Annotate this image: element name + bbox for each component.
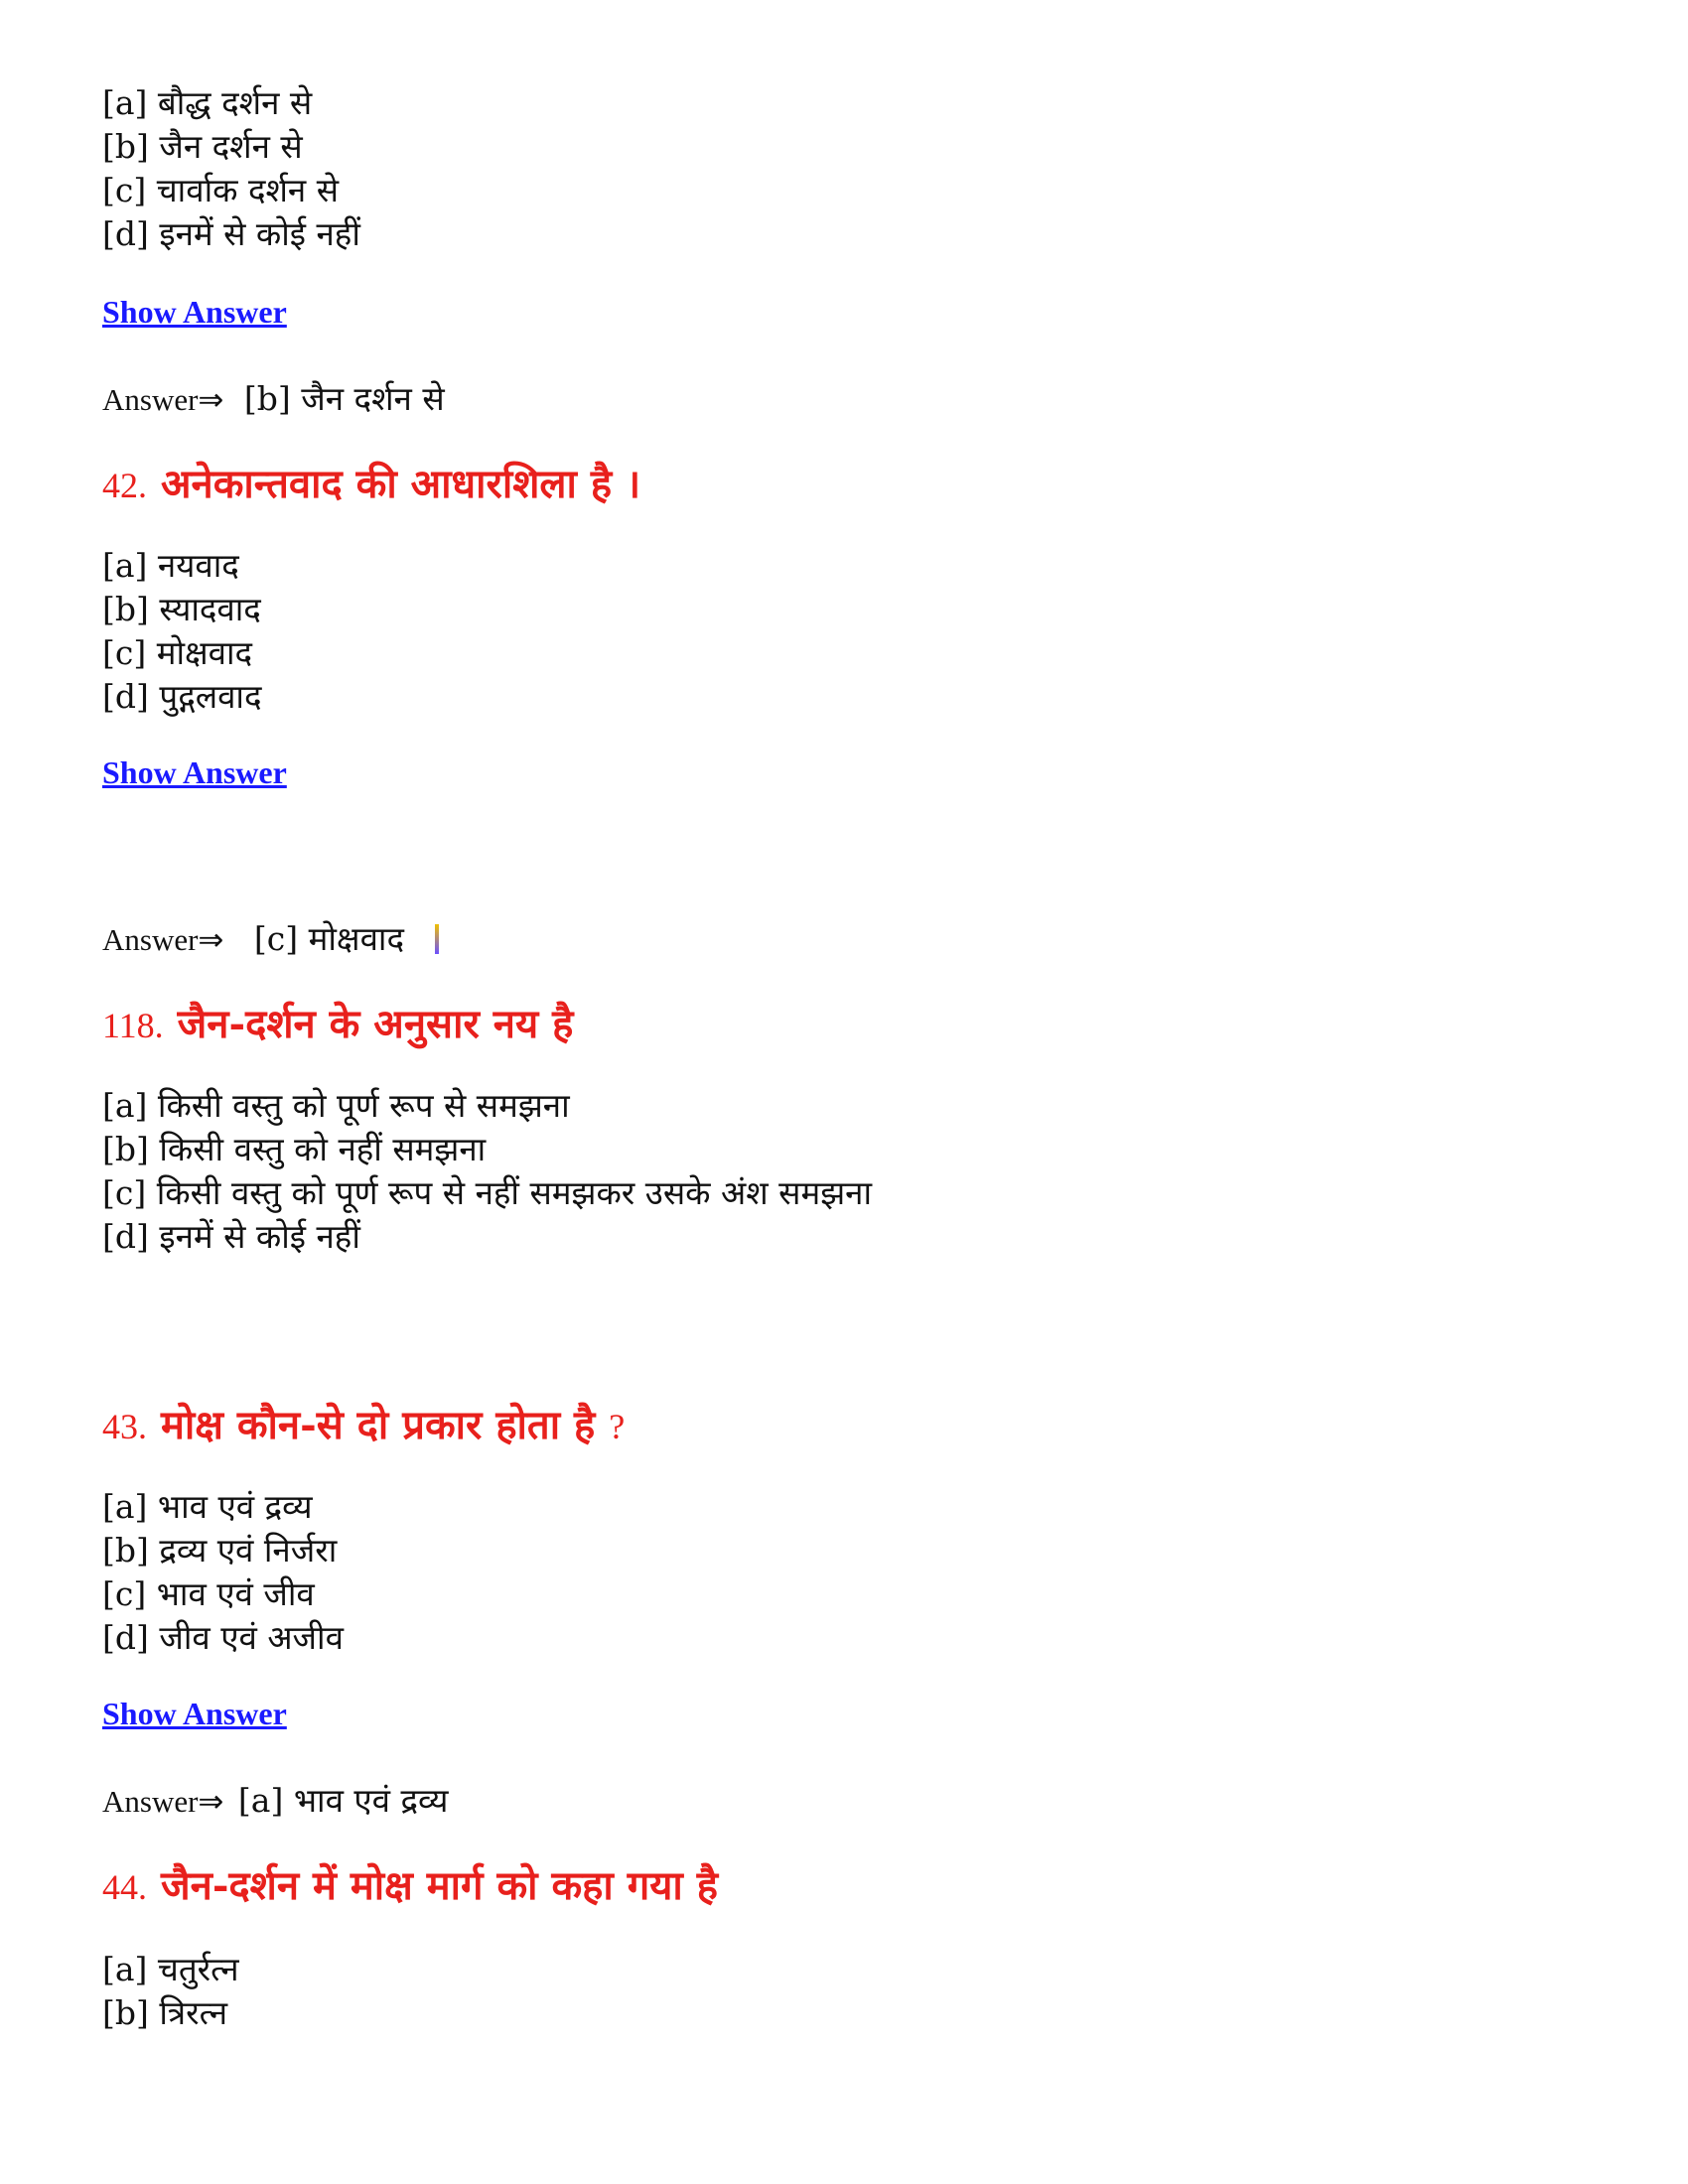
options-list [102, 1485, 1592, 1660]
answer-label: Answer⇒ [102, 922, 224, 957]
option-a: [a] भाव एवं द्रव्य [102, 1487, 313, 1526]
answer-label: Answer⇒ [102, 382, 224, 417]
question-number: 43. [102, 1407, 147, 1446]
option-c: [c] चार्वाक दर्शन से [102, 171, 340, 209]
option-a: [a] चतुर्रत्न [102, 1950, 239, 1988]
option-b: [b] स्यादवाद [102, 590, 261, 628]
option-c: [c] किसी वस्तु को पूर्ण रूप से नहीं समझकर उसके अंश समझना [102, 1173, 873, 1212]
option-d: [d] इनमें से कोई नहीं [102, 1217, 360, 1256]
option-d: [d] इनमें से कोई नहीं [102, 214, 360, 253]
question-number: 118. [102, 1006, 164, 1045]
option-b: [b] जैन दर्शन से [102, 127, 303, 166]
option-a: [a] बौद्ध दर्शन से [102, 83, 313, 122]
question-heading [102, 999, 1592, 1051]
answer-line [102, 377, 1592, 422]
option-a: [a] किसी वस्तु को पूर्ण रूप से समझना [102, 1086, 570, 1125]
question-mark: ? [609, 1407, 626, 1446]
option-c: [c] मोक्षवाद [102, 633, 253, 672]
question-text: जैन-दर्शन में मोक्ष मार्ग को कहा गया है [160, 1862, 718, 1909]
option-d: [d] पुद्गलवाद [102, 677, 262, 716]
option-b: [b] द्रव्य एवं निर्जरा [102, 1531, 338, 1570]
show-answer-link[interactable]: Show Answer [102, 1696, 287, 1731]
answer-text: [b] जैन दर्शन से [243, 379, 445, 418]
question-text: मोक्ष कौन-से दो प्रकार होता है [160, 1402, 596, 1448]
option-b: [b] किसी वस्तु को नहीं समझना [102, 1130, 487, 1168]
question-heading [102, 1860, 1592, 1913]
answer-text: [a] भाव एवं द्रव्य [237, 1781, 449, 1820]
answer-label: Answer⇒ [102, 1784, 224, 1819]
question-number: 42. [102, 466, 147, 505]
question-heading [102, 1400, 1592, 1452]
question-text: जैन-दर्शन के अनुसार नय है [177, 1001, 574, 1047]
options-list [102, 1084, 1592, 1259]
question-heading [102, 459, 1592, 511]
question-text: अनेकान्तवाद की आधारशिला है । [160, 461, 641, 507]
question-number: 44. [102, 1867, 147, 1907]
text-cursor-mark [435, 924, 439, 954]
option-d: [d] जीव एवं अजीव [102, 1618, 344, 1657]
show-answer-link[interactable]: Show Answer [102, 754, 287, 790]
options-list [102, 1948, 1592, 2035]
answer-line [102, 1779, 1592, 1824]
option-b: [b] त्रिरत्न [102, 1993, 228, 2032]
options-list [102, 544, 1592, 719]
answer-text: [c] मोक्षवाद [253, 919, 404, 958]
option-a: [a] नयवाद [102, 546, 239, 585]
answer-line [102, 917, 1592, 962]
options-list [102, 81, 1592, 256]
show-answer-link[interactable]: Show Answer [102, 294, 287, 330]
option-c: [c] भाव एवं जीव [102, 1574, 315, 1613]
